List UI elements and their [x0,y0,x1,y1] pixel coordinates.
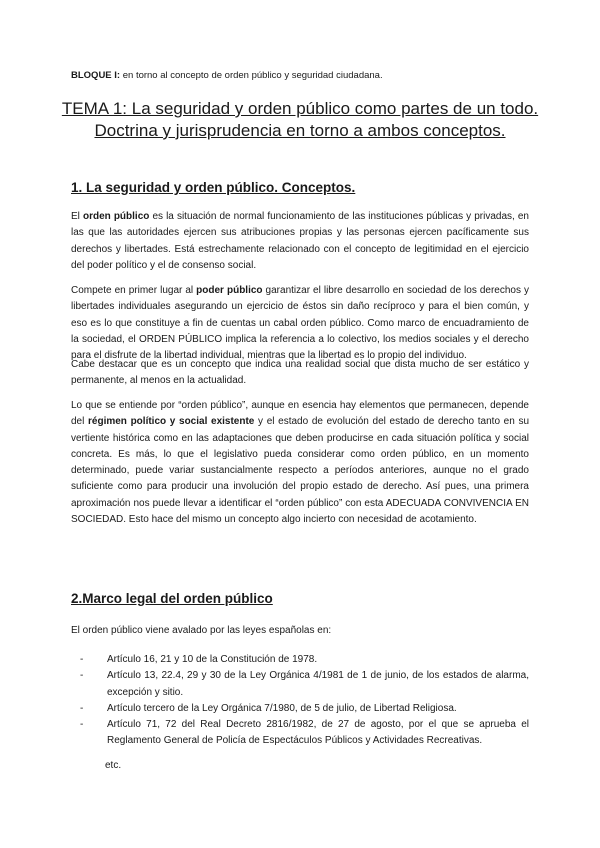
block-label: BLOQUE I: [71,70,121,81]
dash-bullet: - [80,654,84,665]
list-item [80,668,529,701]
list-item [80,701,529,717]
paragraph-text: Compete en primer lugar al [71,285,197,296]
section-2-heading: 2.Marco legal del orden público [71,591,273,606]
block-description: en torno al concepto de orden público y seguridad ciudadana. [120,70,383,81]
list-item-text: Artículo 13, 22.4, 29 y 30 de la Ley Orgánica 4/1981 de 1 de junio, de los estados de alarma, excepción y sitio. [107,670,529,698]
paragraph-emphasis: orden público [82,211,150,222]
legal-intro: El orden público viene avalado por las leyes españolas en: [71,625,332,636]
paragraph-emphasis: poder público [196,285,263,296]
legal-list [80,652,529,750]
paragraph-1 [71,209,529,274]
paragraph-emphasis: régimen político y social existente [88,416,255,428]
etc-text: etc. [105,760,122,771]
block-header [71,70,529,81]
list-item-text: Artículo 16, 21 y 10 de la Constitución de 1978. [107,654,318,665]
section-1-heading: 1. La seguridad y orden público. Conceptos. [71,180,356,195]
dash-bullet: - [80,702,84,714]
paragraph-text: garantizar el libre desarrollo en sociedad de los derechos y libertades individuales asegurando un ejercicio de éstos sin daño recíproco y para el bien común, y eso es lo que constituye a fin de cuentas un cabal orden público. Como marco de encuadramiento de la sociedad, el ORDEN PÚBLICO implica la referencia a lo colectivo, los medios sociales y el derecho para el disfrute de la libertad individual, mientras que la libertad es lo propio del individuo. [71,285,530,362]
paragraph-2 [71,283,529,364]
dash-bullet: - [80,719,84,731]
list-item [80,652,529,668]
paragraph-text: Lo que se entiende por “orden público”, aunque en esencia hay elementos que permanecen, depende del [71,400,529,428]
paragraph-text: es la situación de normal funcionamiento de las instituciones públicas y privadas, en las que las autoridades ejercen sus atribuciones propias y las personas ejercen pacíficamente sus derechos y libertades. Está estrechamente relacionado con el concepto de legitimidad en el ejercicio del poder político y el de consenso social. [71,211,529,271]
list-item [80,717,529,750]
paragraph-3: Cabe destacar que es un concepto que indica una realidad social que dista mucho de ser estático y permanente, al menos en la actualidad. [71,359,529,387]
paragraph-text: El [71,211,83,222]
list-item-text: Artículo tercero de la Ley Orgánica 7/1980, de 5 de julio, de Libertad Religiosa. [107,702,457,714]
page-title: TEMA 1: La seguridad y orden público como partes de un todo. Doctrina y jurisprudencia en torno a ambos conceptos. [61,99,539,140]
list-item-text: Artículo 71, 72 del Real Decreto 2816/1982, de 27 de agosto, por el que se aprueba el Reglamento General de Policía de Espectáculos Públicos y Actividades Recreativas. [107,719,529,747]
paragraph-text: y el estado de evolución del estado de derecho tanto en su vertiente histórica como en las adaptaciones que deben producirse en cada situación política y social concreta. Es más, lo que el legislativo pueda considerar como orden público, en un momento determinado, puede variar sustancialmente respecto a períodos anteriores, aunque no el grado suficiente como para producir una involución del propio estado de derecho. Así pues, una primera aproximación nos puede llevar a identificar el “orden público” con esta ADECUADA CONVIVENCIA EN SOCIEDAD. Esto hace del mismo un concepto algo incierto con necesidad de acotamiento. [71,416,530,526]
paragraph-4 [71,398,529,528]
dash-bullet: - [80,670,84,682]
